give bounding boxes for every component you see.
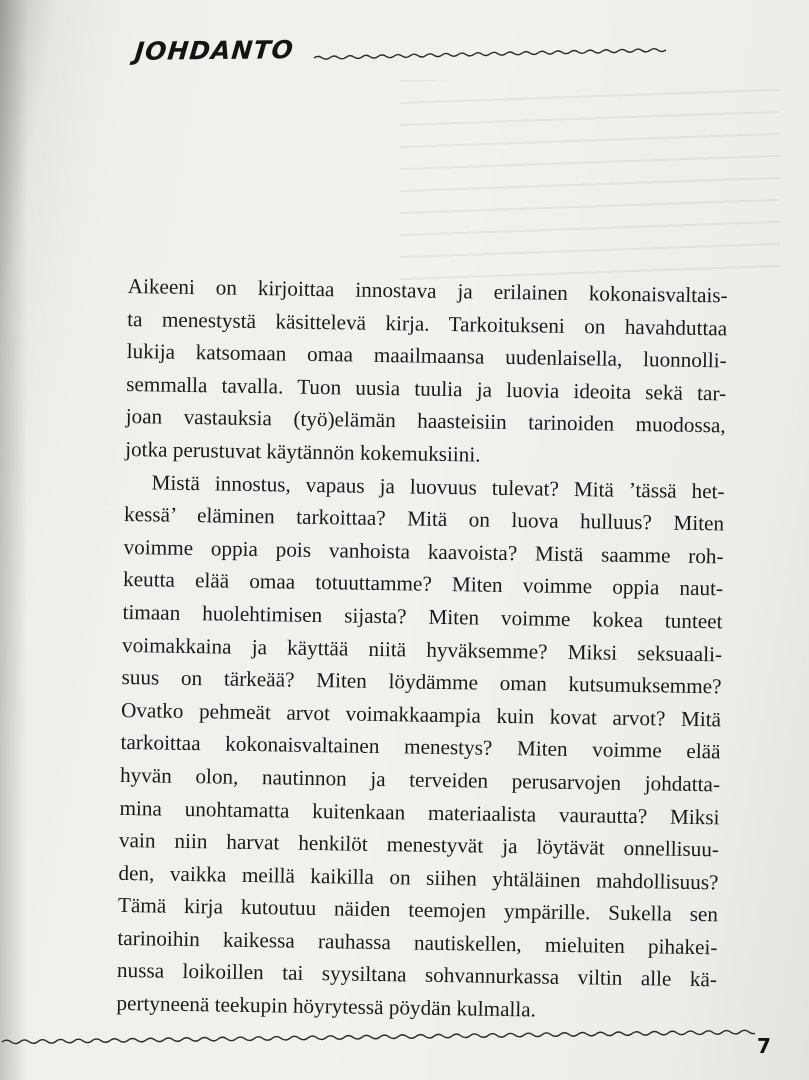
text-line: lukija katsomaan omaa maailmaansa uudenlaisella, luonnolli- — [126, 339, 727, 373]
text-line: mina unohtamatta kuitenkaan materiaalista vaurautta? Miksi — [119, 795, 720, 829]
text-line: kessä’ eläminen tarkoittaa? Mitä on luova hulluus? Miten — [123, 502, 725, 536]
heading-wave-ornament — [312, 40, 667, 64]
body-text — [116, 270, 728, 1029]
chapter-heading: JOHDANTO — [133, 35, 296, 66]
paragraph-2 — [116, 466, 725, 1029]
footer-wave-ornament — [0, 1018, 755, 1054]
page-number: 7 — [757, 1034, 771, 1058]
text-line: jotka perustuvat käytännön kokemuksiini. — [125, 436, 481, 467]
text-line: timaan huolehtimisen sijasta? Miten voimme kokea tunteet — [122, 599, 723, 634]
text-line: den, vaikka meillä kaikilla on siihen yhtäläinen mahdollisuus? — [118, 860, 719, 895]
text-line: tarkoittaa kokonaisvaltainen menestys? Miten voimme elää — [120, 730, 721, 764]
text-line: Tämä kirja kutoutuu näiden teemojen ympärille. Sukella sen — [117, 893, 719, 927]
text-line: voimme oppia pois vanhoista kaavoista? Mistä saamme roh- — [123, 534, 724, 569]
text-line: Ovatko pehmeät arvot voimakkaampia kuin kovat arvot? Mitä — [120, 697, 722, 732]
text-line: nussa loikoillen tai syysiltana sohvannurkassa viltin alle kä- — [116, 958, 718, 992]
text-line: keutta elää omaa totuuttamme? Miten voimme oppia naut- — [122, 567, 724, 601]
spine-shadow — [0, 0, 28, 1080]
text-line: suus on tärkeää? Miten löydämme oman kutsumuksemme? — [121, 665, 722, 699]
show-through-text — [400, 80, 780, 280]
text-line: Aikeeni on kirjoittaa innostava ja erilainen kokonaisvaltais- — [127, 273, 728, 308]
text-line: vain niin harvat henkilöt menestyvät ja löytävät onnellisuu- — [118, 828, 720, 862]
text-line: semmalla tavalla. Tuon uusia tuulia ja luovia ideoita sekä tar- — [126, 371, 727, 406]
text-line: voimakkaina ja käyttää niitä hyväksemme? Miksi seksuaali- — [121, 632, 723, 666]
text-line: ta menestystä käsittelevä kirja. Tarkoitukseni on havahduttaa — [127, 306, 728, 341]
text-line: joan vastauksia (työ)elämän haasteisiin tarinoiden muodossa, — [125, 404, 726, 438]
text-line: pertyneenä teekupin höyrytessä pöydän kulmalla. — [116, 990, 537, 1022]
text-line: hyvän olon, nautinnon ja terveiden perusarvojen johdatta- — [119, 762, 721, 797]
text-line: Mistä innostus, vapaus ja luovuus tulevat? Mitä ’tässä het- — [151, 469, 725, 503]
text-line: tarinoihin kaikessa rauhassa nautiskellen, mieluiten pihakei- — [117, 925, 718, 960]
paragraph-1 — [125, 270, 728, 475]
